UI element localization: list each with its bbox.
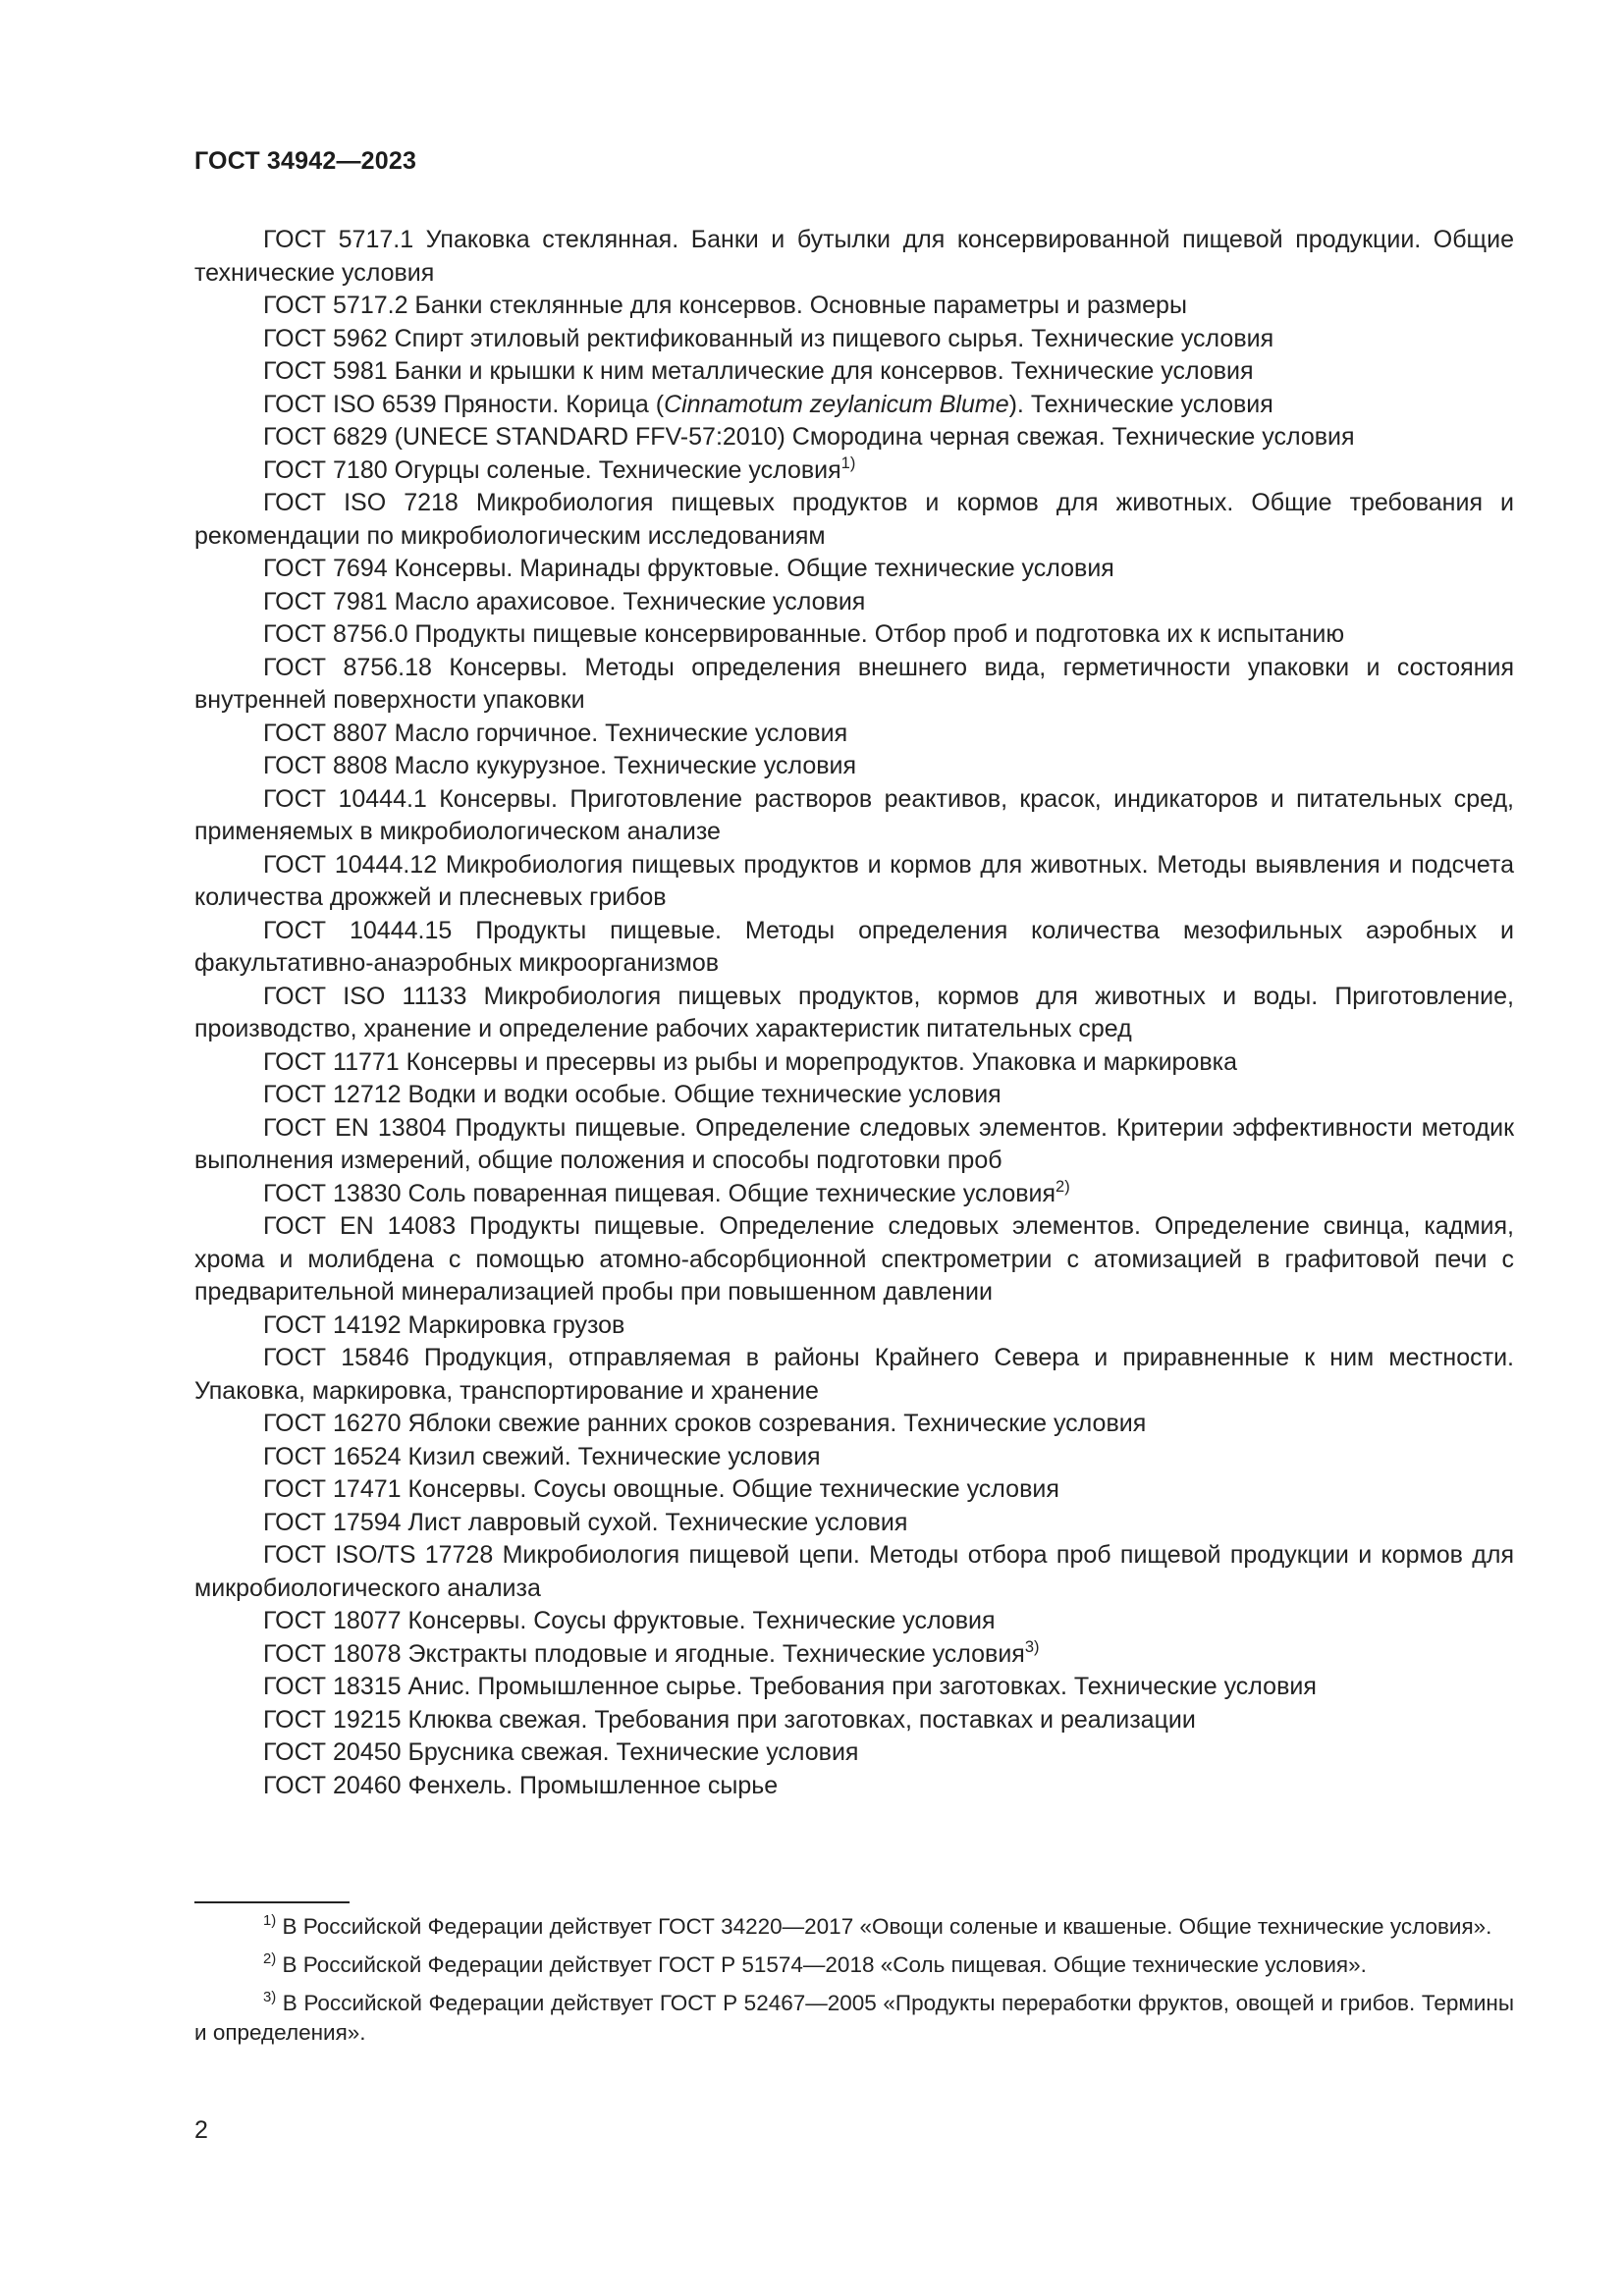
reference-item	[194, 915, 1514, 981]
reference-item	[194, 1605, 1514, 1638]
reference-text: ГОСТ 18077 Консервы. Соусы фруктовые. Технические условия	[263, 1607, 996, 1634]
reference-item	[194, 487, 1514, 553]
reference-item	[194, 981, 1514, 1046]
reference-item	[194, 355, 1514, 389]
reference-item	[194, 618, 1514, 652]
reference-item	[194, 849, 1514, 915]
reference-item	[194, 783, 1514, 849]
normative-references-list	[194, 224, 1514, 1802]
footnote-item	[194, 1950, 1514, 1980]
reference-text: ГОСТ 18078 Экстракты плодовые и ягодные. Технические условия	[263, 1639, 1025, 1668]
reference-text: ГОСТ 11771 Консервы и пресервы из рыбы и морепродуктов. Упаковка и маркировка	[263, 1047, 1238, 1076]
reference-item	[194, 1441, 1514, 1474]
reference-text: ГОСТ 5717.1 Упаковка стеклянная. Банки и бутылки для консервированной пищевой продукции. Общие технические условия	[194, 226, 1514, 287]
reference-text: ГОСТ ISO/TS 17728 Микробиология пищевой цепи. Методы отбора проб пищевой продукции и кормов для микробиологического анализа	[194, 1541, 1514, 1602]
reference-item	[194, 1112, 1514, 1178]
reference-item	[194, 1210, 1514, 1309]
footnote-item	[194, 1912, 1514, 1942]
footnote-number: 1)	[263, 1912, 277, 1929]
reference-text: ГОСТ 18315 Анис. Промышленное сырье. Требования при заготовках. Технические условия	[263, 1673, 1317, 1700]
reference-item	[194, 1638, 1514, 1672]
reference-text: ГОСТ 10444.15 Продукты пищевые. Методы определения количества мезофильных аэробных и факультативно-анаэробных микроорганизмов	[194, 916, 1514, 977]
reference-text-tail: ). Технические условия	[1008, 390, 1273, 418]
footnote-separator	[194, 1901, 350, 1903]
footnote-number: 3)	[263, 1989, 277, 2005]
reference-item	[194, 1178, 1514, 1211]
reference-text: ГОСТ 10444.1 Консервы. Приготовление растворов реактивов, красок, индикаторов и питательных сред, применяемых в микробиологическом анализе	[194, 784, 1514, 845]
reference-text: ГОСТ 13830 Соль поваренная пищевая. Общие технические условия	[263, 1179, 1056, 1207]
reference-latin-name: Cinnamotum zeylanicum Blume	[664, 390, 1009, 418]
reference-text: ГОСТ 19215 Клюква свежая. Требования при заготовках, поставках и реализации	[263, 1705, 1196, 1734]
footnote-text: В Российской Федерации действует ГОСТ 34220—2017 «Овощи соленые и квашеные. Общие технические условия».	[276, 1914, 1492, 1939]
reference-item	[194, 290, 1514, 323]
footnote-marker: 1)	[840, 454, 856, 472]
reference-text: ГОСТ 20450 Брусника свежая. Технические условия	[263, 1738, 859, 1766]
reference-text: ГОСТ 17594 Лист лавровый сухой. Технические условия	[263, 1508, 908, 1536]
reference-text: ГОСТ 8808 Масло кукурузное. Технические условия	[263, 752, 857, 779]
reference-item	[194, 1704, 1514, 1737]
reference-item	[194, 1671, 1514, 1704]
reference-item	[194, 718, 1514, 751]
page-number: 2	[194, 2116, 208, 2144]
reference-text: ГОСТ 8756.0 Продукты пищевые консервированные. Отбор проб и подготовка их к испытанию	[263, 620, 1345, 648]
footnotes	[194, 1912, 1514, 2056]
reference-text: ГОСТ 16524 Кизил свежий. Технические условия	[263, 1442, 821, 1470]
reference-text: ГОСТ 16270 Яблоки свежие ранних сроков созревания. Технические условия	[263, 1410, 1147, 1437]
footnote-number: 2)	[263, 1950, 277, 1967]
reference-item	[194, 1079, 1514, 1112]
reference-text: ГОСТ 5717.2 Банки стеклянные для консервов. Основные параметры и размеры	[263, 292, 1187, 319]
reference-text: ГОСТ 10444.12 Микробиология пищевых продуктов и кормов для животных. Методы выявления и подсчета количества дрожжей и плесневых грибов	[194, 850, 1514, 911]
reference-text: ГОСТ 20460 Фенхель. Промышленное сырье	[263, 1771, 779, 1799]
footnote-item	[194, 1989, 1514, 2048]
reference-text: ГОСТ ISO 11133 Микробиология пищевых продуктов, кормов для животных и воды. Приготовление, производство, хранение и определение рабочих характеристик питательных сред	[194, 982, 1514, 1042]
reference-text: ГОСТ 5962 Спирт этиловый ректификованный из пищевого сырья. Технические условия	[263, 324, 1274, 352]
reference-item	[194, 323, 1514, 356]
reference-text: ГОСТ 6829 (UNECE STANDARD FFV-57:2010) Смородина черная свежая. Технические условия	[263, 423, 1355, 451]
reference-text: ГОСТ 12712 Водки и водки особые. Общие технические условия	[263, 1081, 1001, 1108]
reference-item	[194, 553, 1514, 586]
reference-item	[194, 1342, 1514, 1408]
reference-text: ГОСТ ISO 6539 Пряности. Корица (	[263, 390, 665, 418]
reference-item	[194, 1046, 1514, 1080]
reference-text: ГОСТ EN 13804 Продукты пищевые. Определение следовых элементов. Критерии эффективности методик выполнения измерений, общие положения и способы подготовки проб	[194, 1113, 1514, 1174]
reference-item	[194, 1473, 1514, 1507]
reference-item	[194, 1408, 1514, 1441]
reference-item	[194, 1309, 1514, 1343]
reference-text: ГОСТ 17471 Консервы. Соусы овощные. Общие технические условия	[263, 1475, 1059, 1503]
reference-text: ГОСТ ISO 7218 Микробиология пищевых продуктов и кормов для животных. Общие требования и рекомендации по микробиологическим исследованиям	[194, 489, 1514, 550]
reference-text: ГОСТ 14192 Маркировка грузов	[263, 1310, 625, 1339]
reference-text: ГОСТ 8807 Масло горчичное. Технические условия	[263, 719, 848, 747]
footnote-text: В Российской Федерации действует ГОСТ Р 52467—2005 «Продукты переработки фруктов, овощей и грибов. Термины и определения».	[194, 1991, 1514, 2045]
reference-item	[194, 1539, 1514, 1605]
reference-text: ГОСТ 15846 Продукция, отправляемая в районы Крайнего Севера и приравненные к ним местности. Упаковка, маркировка, транспортирование и хранение	[194, 1344, 1514, 1405]
reference-item	[194, 454, 1514, 488]
reference-text: ГОСТ EN 14083 Продукты пищевые. Определение следовых элементов. Определение свинца, кадмия, хрома и молибдена с помощью атомно-абсорбционной спектрометрии с атомизацией в графитовой печи с предварительной минерализацией пробы при повышенном давлении	[194, 1212, 1514, 1306]
reference-item	[194, 1507, 1514, 1540]
footnote-marker: 2)	[1056, 1177, 1070, 1196]
reference-item	[194, 586, 1514, 619]
reference-item	[194, 1770, 1514, 1803]
reference-item	[194, 750, 1514, 783]
reference-text: ГОСТ 8756.18 Консервы. Методы определения внешнего вида, герметичности упаковки и состояния внутренней поверхности упаковки	[194, 653, 1514, 714]
document-header: ГОСТ 34942—2023	[194, 147, 417, 175]
footnote-marker: 3)	[1024, 1637, 1040, 1656]
footnote-text: В Российской Федерации действует ГОСТ Р 51574—2018 «Соль пищевая. Общие технические условия».	[276, 1952, 1367, 1977]
reference-item	[194, 421, 1514, 454]
reference-text: ГОСТ 7180 Огурцы соленые. Технические условия	[263, 455, 841, 484]
reference-text: ГОСТ 7694 Консервы. Маринады фруктовые. Общие технические условия	[263, 555, 1114, 582]
reference-item	[194, 652, 1514, 718]
reference-text: ГОСТ 5981 Банки и крышки к ним металлические для консервов. Технические условия	[263, 357, 1254, 385]
reference-text: ГОСТ 7981 Масло арахисовое. Технические условия	[263, 587, 866, 615]
reference-item	[194, 389, 1514, 422]
reference-item	[194, 224, 1514, 290]
reference-item	[194, 1736, 1514, 1770]
